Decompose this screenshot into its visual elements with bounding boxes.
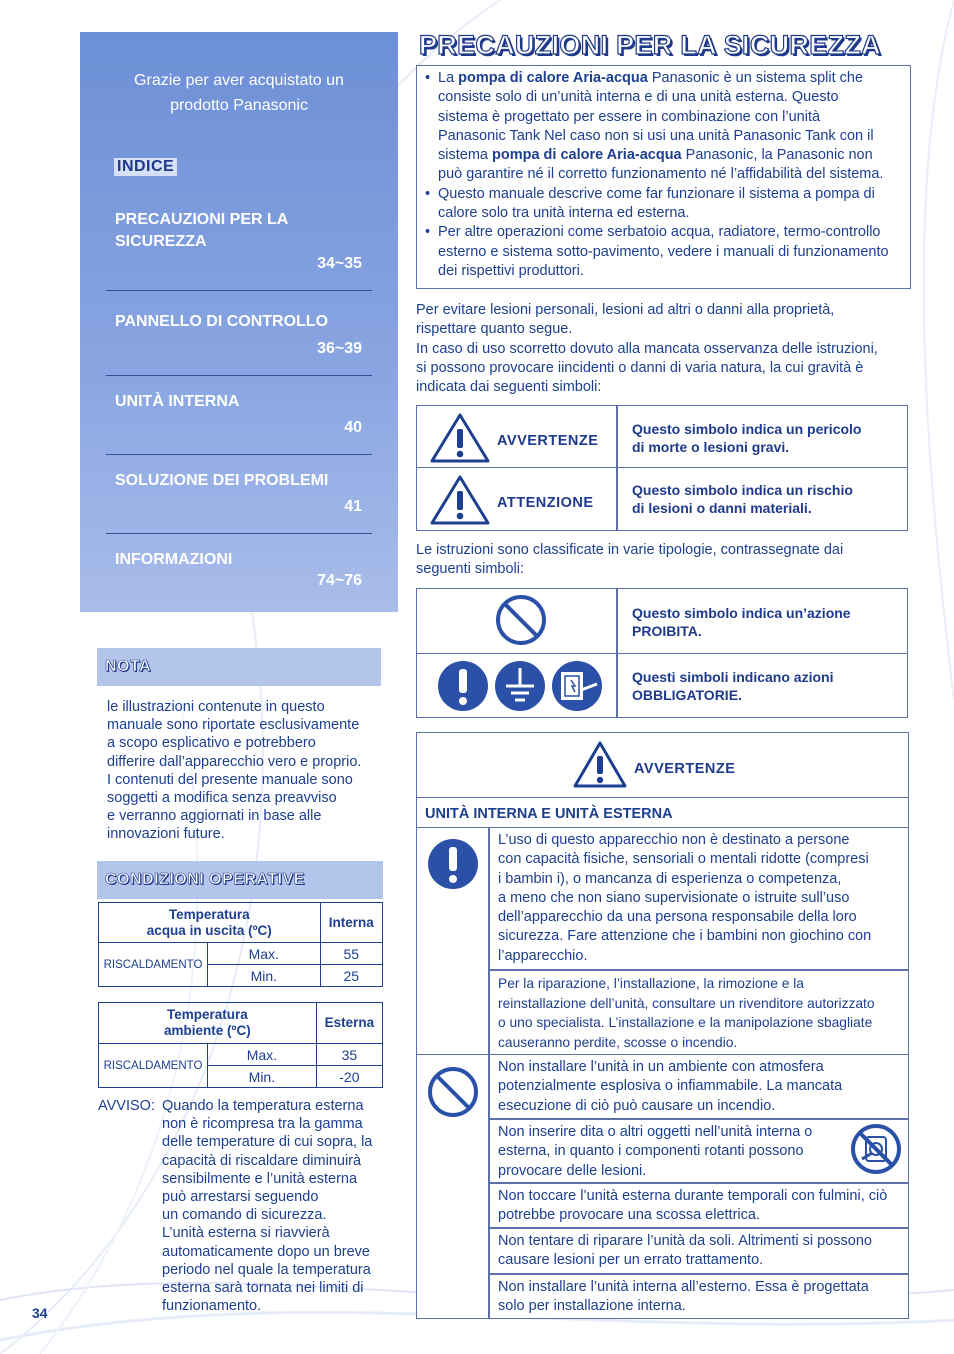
toc-item-safety[interactable] <box>115 209 363 253</box>
text-line: Non tentare di riparare l’unità da soli. Altrimenti si possono <box>498 1233 872 1249</box>
avviso-label: AVVISO: <box>98 1098 155 1114</box>
mandatory-exclamation-icon <box>437 660 489 712</box>
disconnect-plug-icon <box>551 660 603 712</box>
text-line: o uno specialista. L’installazione e la manipolazione sbagliate <box>498 1015 873 1031</box>
thanks-message <box>80 68 398 118</box>
intro-bullets <box>425 69 903 281</box>
page-number: 34 <box>32 1305 48 1321</box>
text-run: calore solo tra unità interna ed esterna. <box>438 205 690 222</box>
toc-label: UNITÀ INTERNA <box>115 393 240 410</box>
warning-item <box>498 1232 906 1271</box>
text-line: solo per installazione interna. <box>498 1298 686 1315</box>
header-line: Temperatura <box>166 1007 248 1022</box>
toc-page-information[interactable]: 74~76 <box>317 572 362 589</box>
water-temp-table <box>98 902 383 987</box>
text-line: indicata dai seguenti simboli: <box>416 379 602 396</box>
mandatory-exclamation-icon <box>427 838 479 890</box>
text-line: può arrestarsi seguendo <box>162 1189 319 1206</box>
warning-item <box>498 1123 838 1181</box>
text-line: Non installare l’unità in un ambiente con atmosfera <box>498 1059 824 1075</box>
divider <box>417 653 907 654</box>
warnings-title: AVVERTENZE <box>634 761 736 777</box>
text-run: consiste solo di un’unità interna e di una unità esterna. Questo <box>438 89 839 106</box>
text-line: I contenuti del presente manuale sono <box>107 771 353 788</box>
warning-triangle-icon <box>429 412 491 464</box>
divider <box>489 1227 908 1229</box>
min-label: Min. <box>208 965 321 987</box>
avviso-text <box>162 1097 387 1315</box>
warning-description <box>632 420 861 456</box>
bullet-item <box>425 223 903 281</box>
divider <box>489 969 908 971</box>
thanks-line: Grazie per aver acquistato un <box>134 72 344 89</box>
text-line: Questo simbolo indica un rischio <box>632 482 853 498</box>
mandatory-description <box>632 668 833 704</box>
text-run: Panasonic, la Panasonic non <box>681 147 873 164</box>
text-line: i bambin i), o mancanza di esperienza o competenza, <box>498 870 842 887</box>
text-line: reinstallazione dell’unità, consultare un rivenditore autorizzato <box>498 995 875 1011</box>
max-value: 35 <box>316 1044 382 1066</box>
text-line: le illustrazioni contenute in questo <box>107 699 325 715</box>
toc-label: PANNELLO DI CONTROLLO <box>115 313 329 330</box>
text-line: Questi simboli indicano azioni <box>632 669 834 685</box>
text-line: Quando la temperatura esterna <box>162 1098 364 1114</box>
divider <box>616 406 618 530</box>
severity-symbols-table <box>416 405 908 531</box>
text-line: sicurezza. Fare attenzione che i bambini non giochino con <box>498 928 872 945</box>
nota-header <box>97 648 381 686</box>
text-line: di lesioni o danni materiali. <box>632 500 812 516</box>
section-title: UNITÀ INTERNA E UNITÀ ESTERNA <box>425 806 673 822</box>
warning-item <box>498 1278 906 1317</box>
page-title: PRECAUZIONI PER LA SICUREZZA <box>419 30 881 60</box>
text-line: PROIBITA. <box>632 623 702 639</box>
divider <box>106 375 372 376</box>
text-line: esterna sarà tornata nei limiti di <box>162 1280 364 1297</box>
warning-item <box>498 831 906 966</box>
text-line: sensibilmente e l’unità esterna <box>162 1170 358 1187</box>
min-value: -20 <box>316 1066 382 1088</box>
divider <box>488 828 490 1318</box>
toc-item-troubleshooting[interactable] <box>115 470 363 492</box>
caution-label: ATTENZIONE <box>497 495 594 511</box>
text-run: Panasonic è un sistema split che <box>647 70 864 86</box>
text-line: delle temperature di cui sopra, la <box>162 1134 373 1151</box>
text-line: periodo nel quale la temperatura <box>162 1261 371 1278</box>
text-run: esterno e sistema sotto-pavimento, vedere i manuali di funzionamento <box>438 243 889 260</box>
conditions-title: CONDIZIONI OPERATIVE <box>105 871 305 888</box>
divider <box>417 827 908 828</box>
divider <box>417 1054 908 1055</box>
warning-triangle-icon <box>572 740 628 790</box>
warning-label: AVVERTENZE <box>497 433 599 449</box>
toc-page-indoor-unit[interactable]: 40 <box>344 419 362 436</box>
text-line: Questo simbolo indica un’azione <box>632 605 851 621</box>
prohibited-icon <box>427 1066 479 1118</box>
text-line: a meno che non siano supervisionate o istruite sull’uso <box>498 889 850 906</box>
text-line: e verranno aggiornati in base alle <box>107 808 322 825</box>
toc-label: SOLUZIONE DEI PROBLEMI <box>115 472 329 489</box>
intro-box <box>416 65 911 289</box>
text-line: soggetti a modifica senza preavviso <box>107 790 337 807</box>
conditions-header <box>97 861 383 899</box>
divider <box>106 454 372 455</box>
text-line: Per la riparazione, l’installazione, la rimozione e la <box>498 976 804 991</box>
intro-paragraph <box>416 301 911 397</box>
divider <box>417 467 907 468</box>
max-label: Max. <box>208 943 321 965</box>
text-run: Per altre operazioni come serbatoio acqua, radiatore, termo-controllo <box>438 224 881 241</box>
text-run: può garantire né il corretto funzionamento né l’affidabilità del sistema. <box>438 166 884 183</box>
bullet-item <box>425 69 903 185</box>
text-line: potrebbe provocare una scossa elettrica. <box>498 1207 760 1224</box>
text-line: funzionamento. <box>162 1298 262 1315</box>
text-line: Non inserire dita o altri oggetti nell’unità interna o <box>498 1124 813 1140</box>
text-line: causare lesioni per un errato trattamento. <box>498 1252 764 1269</box>
text-line: con capacità fisiche, sensoriali o mentali ridotte (compresi <box>498 851 869 868</box>
no-fingers-fan-icon <box>850 1123 902 1175</box>
index-title: INDICE <box>114 158 177 176</box>
mode-cell: RISCALDAMENTO <box>99 1044 208 1088</box>
text-run: La <box>438 70 459 86</box>
text-line: di morte o lesioni gravi. <box>632 439 790 455</box>
divider <box>417 797 908 798</box>
divider <box>106 533 372 534</box>
text-line: manuale sono riportate esclusivamente <box>107 717 360 734</box>
divider <box>489 1273 908 1275</box>
nota-title: NOTA <box>105 658 152 675</box>
text-line: automaticamente dopo un breve <box>162 1243 370 1260</box>
toc-label: SICUREZZA <box>115 233 207 250</box>
text-line: L’unità esterna si riavvierà <box>162 1225 330 1242</box>
text-line: capacità di riscaldare diminuirà <box>162 1152 362 1169</box>
prohibited-description <box>632 604 851 640</box>
divider <box>106 290 372 291</box>
min-label: Min. <box>208 1066 317 1088</box>
text-line: un comando di sicurezza. <box>162 1207 327 1224</box>
text-line: esterna, in quanto i componenti rotanti possono <box>498 1143 804 1160</box>
prohibited-icon <box>495 594 547 646</box>
text-line: causeranno perdite, scosse o incendio. <box>498 1034 738 1050</box>
text-line: L’uso di questo apparecchio non è destinato a persone <box>498 832 850 848</box>
text-line: Questo simbolo indica un pericolo <box>632 421 862 437</box>
toc-item-control-panel[interactable] <box>115 311 363 333</box>
text-line: seguenti simboli: <box>416 561 524 578</box>
toc-page-safety[interactable]: 34~35 <box>317 255 362 272</box>
text-line: si possono provocare iincidenti o danni di varia natura, la cui gravità è <box>416 359 864 376</box>
thanks-line: prodotto Panasonic <box>170 97 308 114</box>
warning-item <box>498 1058 906 1116</box>
caution-description <box>632 481 853 517</box>
divider <box>489 1118 908 1120</box>
table-header <box>99 1003 317 1044</box>
text-line: l’apparecchio. <box>498 947 588 964</box>
max-value: 55 <box>320 943 382 965</box>
toc-label: INFORMAZIONI <box>115 551 233 568</box>
text-line: non è ricompresa tra la gamma <box>162 1116 363 1133</box>
toc-item-information[interactable] <box>115 549 363 571</box>
bullet-item <box>425 185 903 224</box>
text-line: esecuzione di ciò può causare un incendio. <box>498 1097 776 1114</box>
nota-text <box>107 698 387 844</box>
text-line: a scopo esplicativo e potrebbero <box>107 735 316 752</box>
caution-triangle-icon <box>429 474 491 526</box>
table-header: Esterna <box>316 1003 382 1044</box>
text-line: dell’apparecchio da una persona responsabile della loro <box>498 909 857 926</box>
header-line: ambiente (ºC) <box>164 1023 251 1038</box>
min-value: 25 <box>320 965 382 987</box>
text-line: Non installare l’unità interna all’esterno. Essa è progettata <box>498 1279 869 1295</box>
text-run: sistema è progettato per essere in combinazione con l’unità <box>438 108 821 125</box>
text-line: provocare delle lesioni. <box>498 1162 647 1179</box>
text-run: dei rispettivi produttori. <box>438 262 584 279</box>
bold-run: pompa di calore Aria-acqua <box>492 147 682 164</box>
toc-label: PRECAUZIONI PER LA <box>115 211 289 228</box>
text-run: Questo manuale descrive come far funzionare il sistema a pompa di <box>438 185 875 202</box>
header-line: Temperatura <box>168 906 250 922</box>
table-header <box>99 903 321 943</box>
text-line: Per evitare lesioni personali, lesioni ad altri o danni alla proprietà, <box>416 302 835 318</box>
warnings-table <box>416 732 909 1319</box>
text-line: In caso di uso scorretto dovuto alla mancata osservanza delle istruzioni, <box>416 340 878 357</box>
text-line: OBBLIGATORIE. <box>632 687 742 703</box>
text-line: rispettare quanto segue. <box>416 321 573 338</box>
text-line: Le istruzioni sono classificate in varie tipologie, contrassegnate dai <box>416 542 844 558</box>
max-label: Max. <box>208 1044 317 1066</box>
toc-page-troubleshooting[interactable]: 41 <box>344 498 362 515</box>
ambient-temp-table <box>98 1002 383 1088</box>
divider <box>489 1182 908 1184</box>
table-header: Interna <box>320 903 382 943</box>
instruction-symbols-table <box>416 588 908 718</box>
toc-item-indoor-unit[interactable] <box>115 391 363 413</box>
toc-page-control-panel[interactable]: 36~39 <box>317 340 362 357</box>
text-line: innovazioni future. <box>107 826 225 843</box>
sidebar-panel <box>80 32 398 612</box>
classification-paragraph <box>416 541 911 580</box>
header-line: acqua in uscita (ºC) <box>146 922 272 938</box>
text-run: sistema <box>438 147 492 164</box>
warning-item <box>498 1187 906 1226</box>
text-line: Non toccare l’unità esterna durante temporali con fulmini, ciò <box>498 1188 888 1204</box>
text-line: differire dall’apparecchio vero e proprio. <box>107 753 362 770</box>
mode-cell: RISCALDAMENTO <box>99 943 208 987</box>
text-run: Panasonic Tank Nel caso non si usi una unità Panasonic Tank con il <box>438 127 874 144</box>
text-line: potenzialmente esplosiva o infiammabile. La mancata <box>498 1078 843 1095</box>
bold-run: pompa di calore Aria-acqua <box>458 70 648 86</box>
warning-item <box>498 974 906 1052</box>
ground-connection-icon <box>494 660 546 712</box>
